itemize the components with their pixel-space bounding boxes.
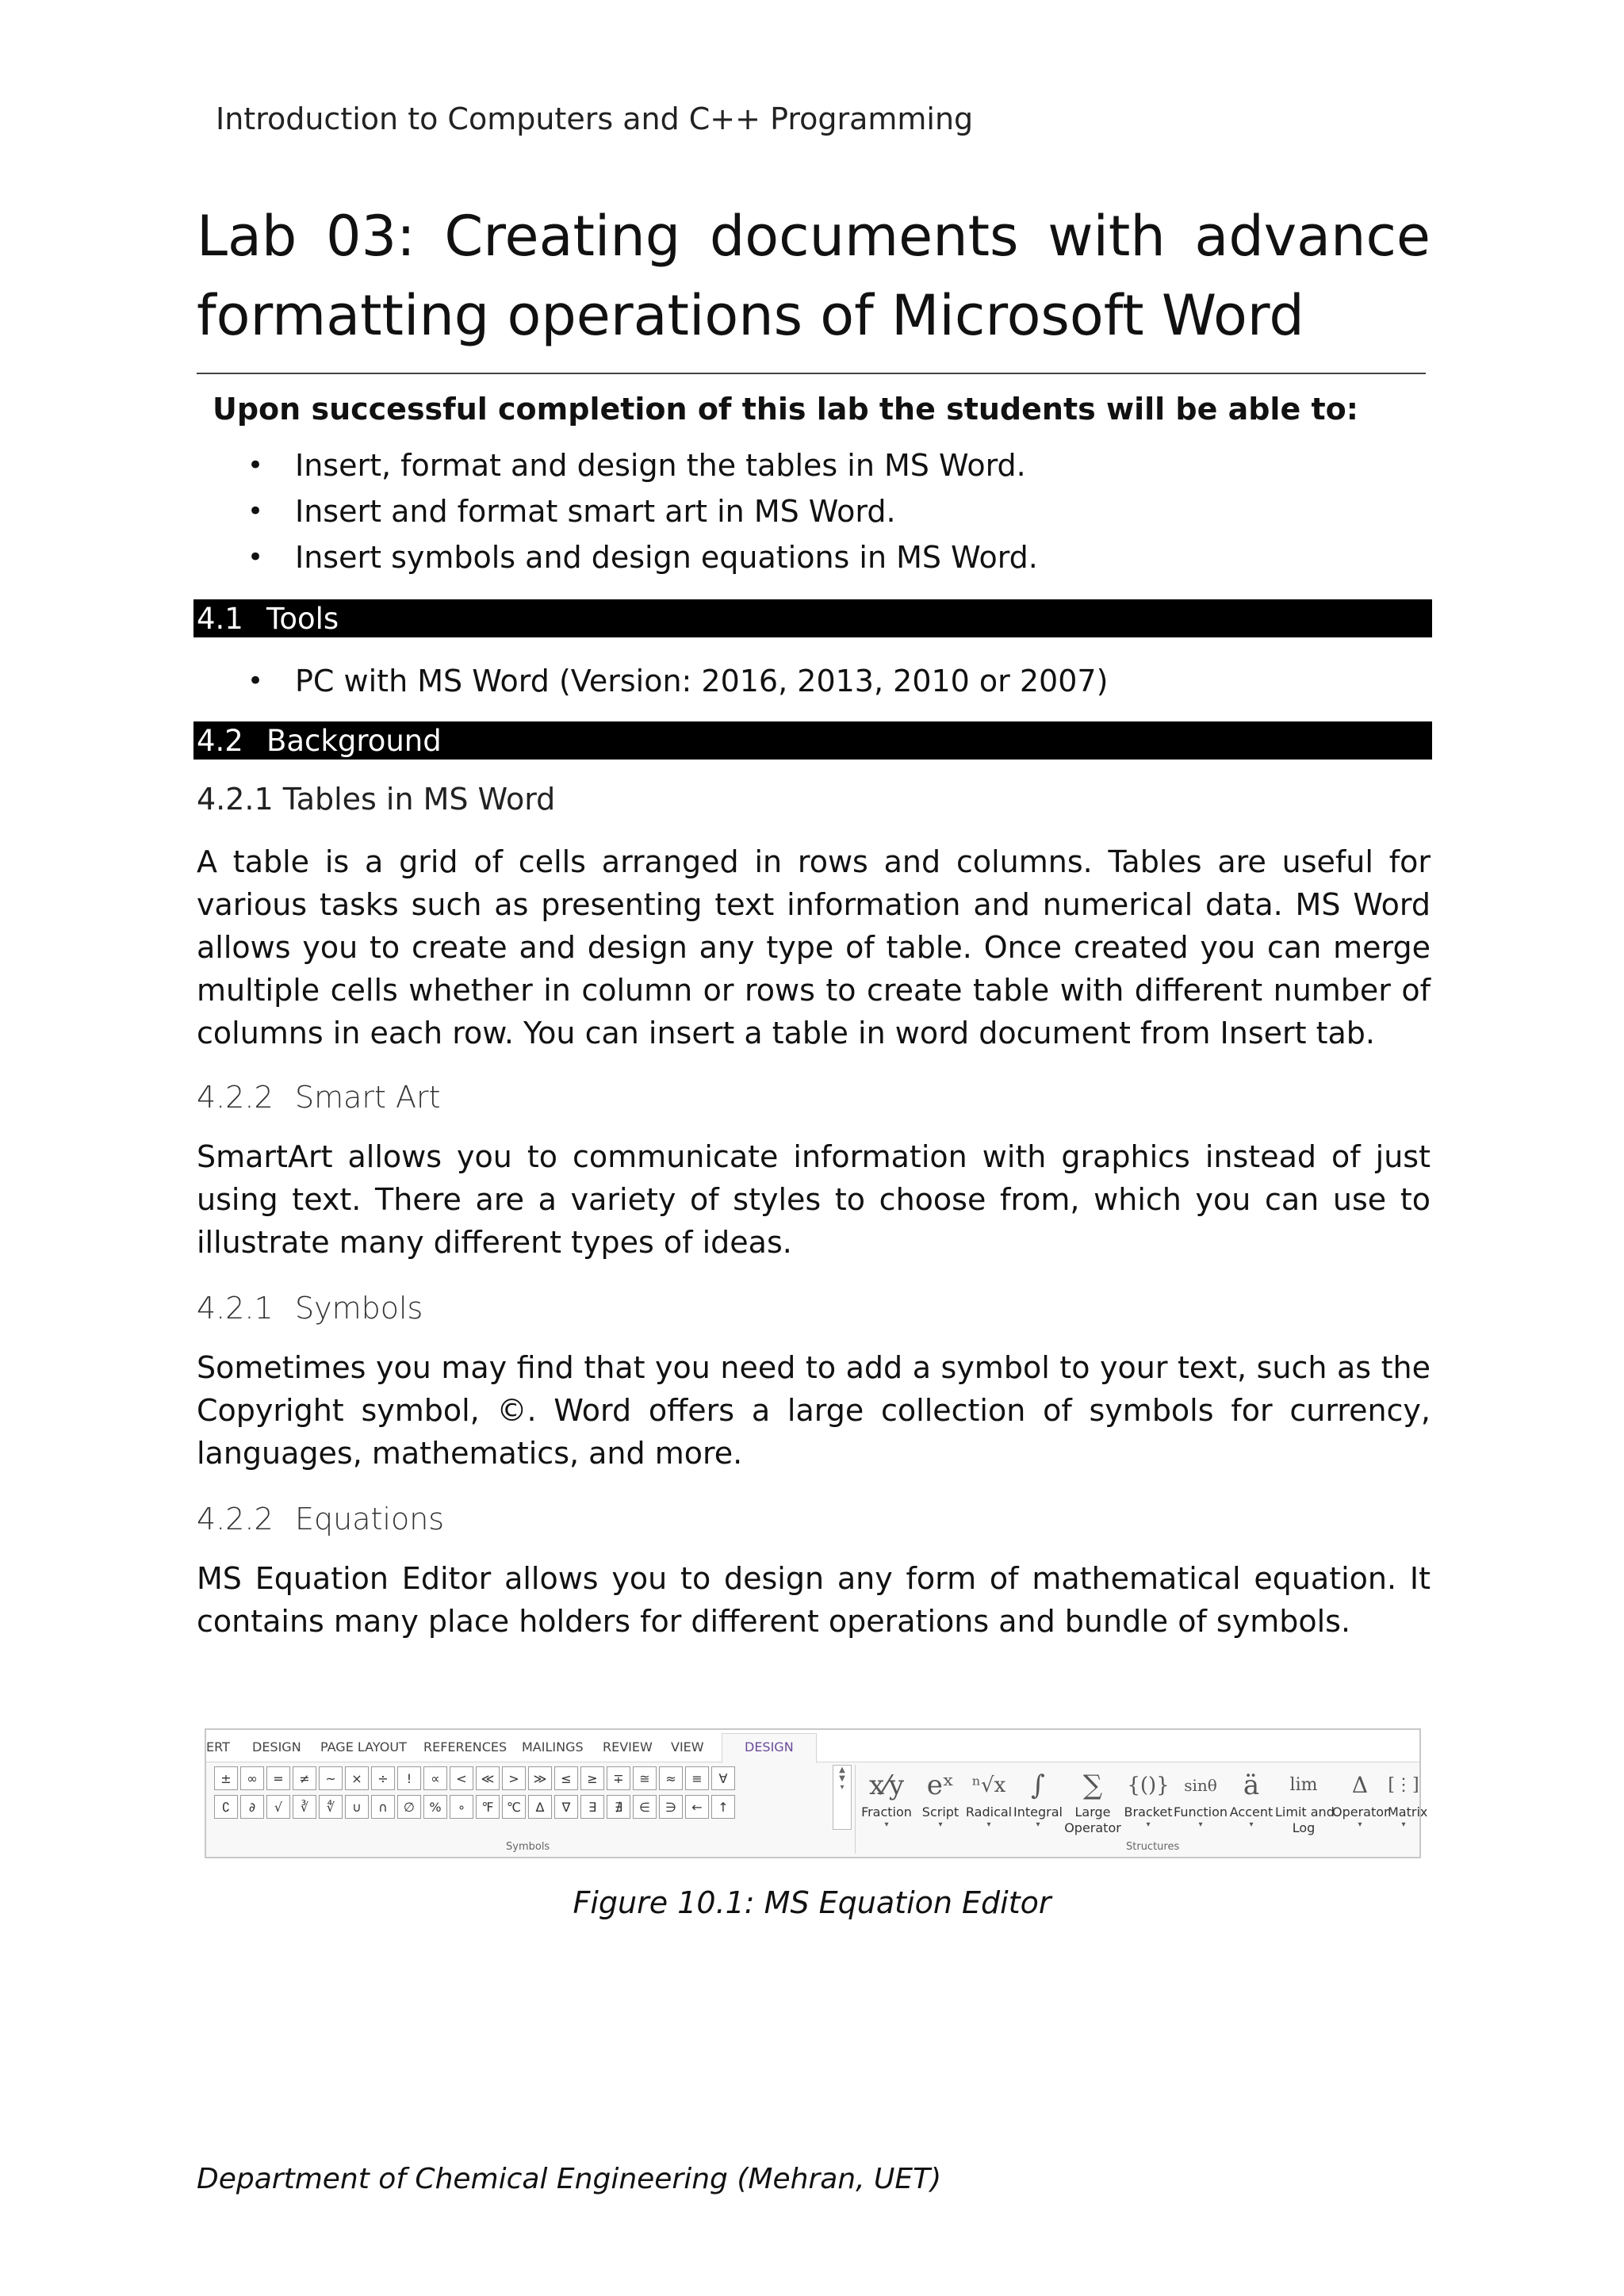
symbol-button[interactable]: ↑ (711, 1795, 735, 1819)
bracket-icon: {()} (1127, 1774, 1170, 1797)
operator-button[interactable] (1332, 1763, 1388, 1830)
symbol-button[interactable]: < (450, 1766, 473, 1790)
group-divider (855, 1765, 856, 1854)
symbol-button[interactable]: ∞ (240, 1766, 264, 1790)
symbol-button[interactable]: > (502, 1766, 526, 1790)
section-title: Background (266, 724, 442, 758)
symbol-button[interactable]: ∁ (214, 1795, 238, 1819)
structures-group-label: Structures (1126, 1841, 1180, 1853)
paragraph-smart-art: SmartArt allows you to communicate information with graphics instead of just using text. There are a variety of styles to choose from, which you can use to illustrate many different types of ideas. (197, 1139, 1431, 1260)
symbol-button[interactable]: ℉ (476, 1795, 500, 1819)
lab-title: Lab 03: Creating documents with advance formatting operations of Microsoft Word (197, 204, 1431, 348)
list-item: • Insert, format and design the tables in MS Word. (238, 442, 1038, 488)
symbol-button[interactable]: ≫ (528, 1766, 552, 1790)
more-icon[interactable]: ▾ (840, 1783, 845, 1792)
section-heading-background (193, 721, 1432, 760)
paragraph-tables: A table is a grid of cells arranged in rows and columns. Tables are useful for various tasks such as presenting text information and numerical data. MS Word allows you to create and design any type of table. Once created you can merge multiple cells whether in column or rows to create table with different number of columns in each row. You can insert a table in word document from Insert tab. (197, 844, 1431, 1050)
function-label: Function (1174, 1804, 1228, 1820)
symbol-button[interactable]: ← (685, 1795, 709, 1819)
fraction-button[interactable] (856, 1763, 917, 1830)
matrix-button[interactable] (1388, 1763, 1428, 1830)
figure-caption: Figure 10.1: MS Equation Editor (573, 1885, 1051, 1920)
operator-icon: Δ (1351, 1772, 1369, 1798)
symbol-button[interactable]: ~ (319, 1766, 343, 1790)
limit-log-label-line2: Log (1292, 1820, 1316, 1835)
ribbon-tab-bar (206, 1730, 1419, 1762)
symbol-button[interactable]: ≡ (685, 1766, 709, 1790)
tab-page-layout[interactable]: PAGE LAYOUT (320, 1739, 407, 1755)
symbol-button[interactable]: ∄ (607, 1795, 630, 1819)
symbol-button[interactable]: ! (397, 1766, 421, 1790)
symbol-button[interactable]: ≥ (580, 1766, 604, 1790)
radical-icon: ⁿ√x (971, 1774, 1006, 1797)
chevron-down-icon: ▾ (1401, 1820, 1406, 1829)
symbol-button[interactable]: ≅ (633, 1766, 657, 1790)
limit-icon: lim (1289, 1775, 1318, 1795)
symbol-button[interactable]: ∅ (397, 1795, 421, 1819)
paragraph-symbols: Sometimes you may find that you need to add a symbol to your text, such as the Copyright symbol, ©. Word offers a large collection of symbols for currency, languages, mathematics, and more. (197, 1350, 1431, 1471)
bracket-label: Bracket (1124, 1804, 1173, 1820)
subheading-symbols (197, 1291, 423, 1326)
symbol-button[interactable]: ≈ (659, 1766, 683, 1790)
symbol-button[interactable]: ÷ (371, 1766, 395, 1790)
chevron-down-icon: ▾ (986, 1820, 991, 1829)
symbol-button[interactable]: ∘ (450, 1795, 473, 1819)
integral-icon: ∫ (1031, 1770, 1045, 1801)
subheading-title: Symbols (295, 1291, 423, 1326)
subheading-equations (197, 1502, 444, 1536)
symbol-button[interactable]: √ (266, 1795, 290, 1819)
subheading-title: Smart Art (295, 1080, 441, 1115)
symbol-button[interactable]: % (423, 1795, 447, 1819)
title-divider (197, 373, 1426, 374)
large-operator-label: Large (1074, 1804, 1111, 1820)
limit-log-button[interactable] (1275, 1763, 1335, 1836)
symbol-button[interactable]: ≤ (554, 1766, 578, 1790)
accent-button[interactable] (1228, 1763, 1275, 1830)
section-number: 4.2 (197, 724, 243, 758)
symbol-button[interactable]: ∇ (554, 1795, 578, 1819)
section-title: Tools (266, 602, 339, 636)
fraction-label: Fraction (861, 1804, 912, 1820)
list-item: • PC with MS Word (Version: 2016, 2013, 2010 or 2007) (238, 658, 1108, 704)
symbol-button[interactable]: ∂ (240, 1795, 264, 1819)
tab-references[interactable]: REFERENCES (423, 1739, 508, 1755)
tab-equation-design[interactable]: DESIGN (722, 1733, 817, 1763)
chevron-down-icon: ▾ (1146, 1820, 1151, 1829)
symbol-button[interactable]: ∪ (345, 1795, 369, 1819)
subheading-number: 4.2.2 (197, 1080, 274, 1115)
symbol-button[interactable]: ∃ (580, 1795, 604, 1819)
symbol-button[interactable]: ≠ (293, 1766, 316, 1790)
subheading-number: 4.2.2 (197, 1502, 274, 1536)
subheading-tables: 4.2.1 Tables in MS Word (197, 782, 556, 817)
accent-icon: ä (1243, 1770, 1260, 1801)
tab-mailings[interactable]: MAILINGS (522, 1739, 584, 1755)
tab-review[interactable]: REVIEW (603, 1739, 653, 1755)
symbol-button[interactable]: ∈ (633, 1795, 657, 1819)
paragraph-equations: MS Equation Editor allows you to design any form of mathematical equation. It contains many place holders for different operations and bundle of symbols. (197, 1561, 1431, 1639)
symbols-group-label: Symbols (506, 1841, 550, 1853)
symbol-button[interactable]: ∋ (659, 1795, 683, 1819)
equation-editor-ribbon (205, 1728, 1428, 1858)
radical-button[interactable] (964, 1763, 1013, 1830)
chevron-down-icon: ▾ (1198, 1820, 1203, 1829)
bracket-button[interactable] (1123, 1763, 1174, 1830)
function-button[interactable] (1174, 1763, 1228, 1830)
symbols-gallery-scroll[interactable] (833, 1765, 852, 1830)
symbols-row (214, 1766, 841, 1790)
symbol-button[interactable]: ∝ (423, 1766, 447, 1790)
symbol-button[interactable]: ∀ (711, 1766, 735, 1790)
script-icon: eˣ (926, 1770, 955, 1801)
chevron-down-icon: ▾ (1249, 1820, 1254, 1829)
symbols-row (214, 1795, 841, 1819)
subheading-title: Equations (295, 1502, 445, 1536)
large-operator-button[interactable] (1064, 1763, 1121, 1836)
script-button[interactable] (917, 1763, 964, 1830)
function-icon: sinθ (1184, 1776, 1217, 1795)
tab-view[interactable]: VIEW (671, 1739, 704, 1755)
tab-design[interactable]: DESIGN (252, 1739, 301, 1755)
chevron-down-icon: ▾ (1036, 1820, 1040, 1829)
limit-log-label: Limit and (1275, 1804, 1335, 1820)
list-item: • Insert and format smart art in MS Word. (238, 488, 1038, 534)
subheading-number: 4.2.1 (197, 1291, 274, 1326)
symbol-button[interactable]: ± (214, 1766, 238, 1790)
symbol-button[interactable]: ≪ (476, 1766, 500, 1790)
operator-label: Operator (1332, 1804, 1389, 1820)
large-operator-icon: ∑ (1082, 1770, 1103, 1801)
running-header: Introduction to Computers and C++ Programming (216, 101, 974, 136)
symbol-button[interactable]: ∓ (607, 1766, 630, 1790)
scroll-down-icon[interactable]: ▼ (839, 1774, 845, 1783)
integral-button[interactable] (1013, 1763, 1063, 1830)
symbol-button[interactable]: ∆ (528, 1795, 552, 1819)
objectives-heading: Upon successful completion of this lab the students will be able to: (213, 392, 1358, 427)
section-heading-tools (193, 599, 1432, 637)
symbol-button[interactable]: × (345, 1766, 369, 1790)
matrix-icon: [⋮] (1388, 1775, 1419, 1795)
integral-label: Integral (1013, 1804, 1063, 1820)
symbol-button[interactable]: ∜ (319, 1795, 343, 1819)
symbol-button[interactable]: = (266, 1766, 290, 1790)
scroll-up-icon[interactable]: ▲ (839, 1766, 845, 1774)
accent-label: Accent (1229, 1804, 1274, 1820)
symbol-button[interactable]: ℃ (502, 1795, 526, 1819)
section-number: 4.1 (197, 602, 243, 636)
large-operator-label-line2: Operator (1064, 1820, 1121, 1835)
chevron-down-icon: ▾ (1358, 1820, 1362, 1829)
tab-insert[interactable]: ERT (206, 1739, 230, 1755)
objectives-list (238, 442, 1038, 580)
subheading-smart-art (197, 1080, 441, 1115)
running-footer: Department of Chemical Engineering (Mehran, UET) (197, 2163, 942, 2195)
symbols-gallery (214, 1766, 841, 1823)
fraction-icon: x⁄y (868, 1770, 905, 1801)
list-item: • Insert symbols and design equations in MS Word. (238, 534, 1038, 580)
chevron-down-icon: ▾ (884, 1820, 889, 1829)
symbol-button[interactable]: ∛ (293, 1795, 316, 1819)
chevron-down-icon: ▾ (938, 1820, 943, 1829)
tools-list (238, 658, 1108, 704)
symbol-button[interactable]: ∩ (371, 1795, 395, 1819)
radical-label: Radical (965, 1804, 1013, 1820)
script-label: Script (921, 1804, 959, 1820)
matrix-label: Matrix (1388, 1804, 1428, 1820)
